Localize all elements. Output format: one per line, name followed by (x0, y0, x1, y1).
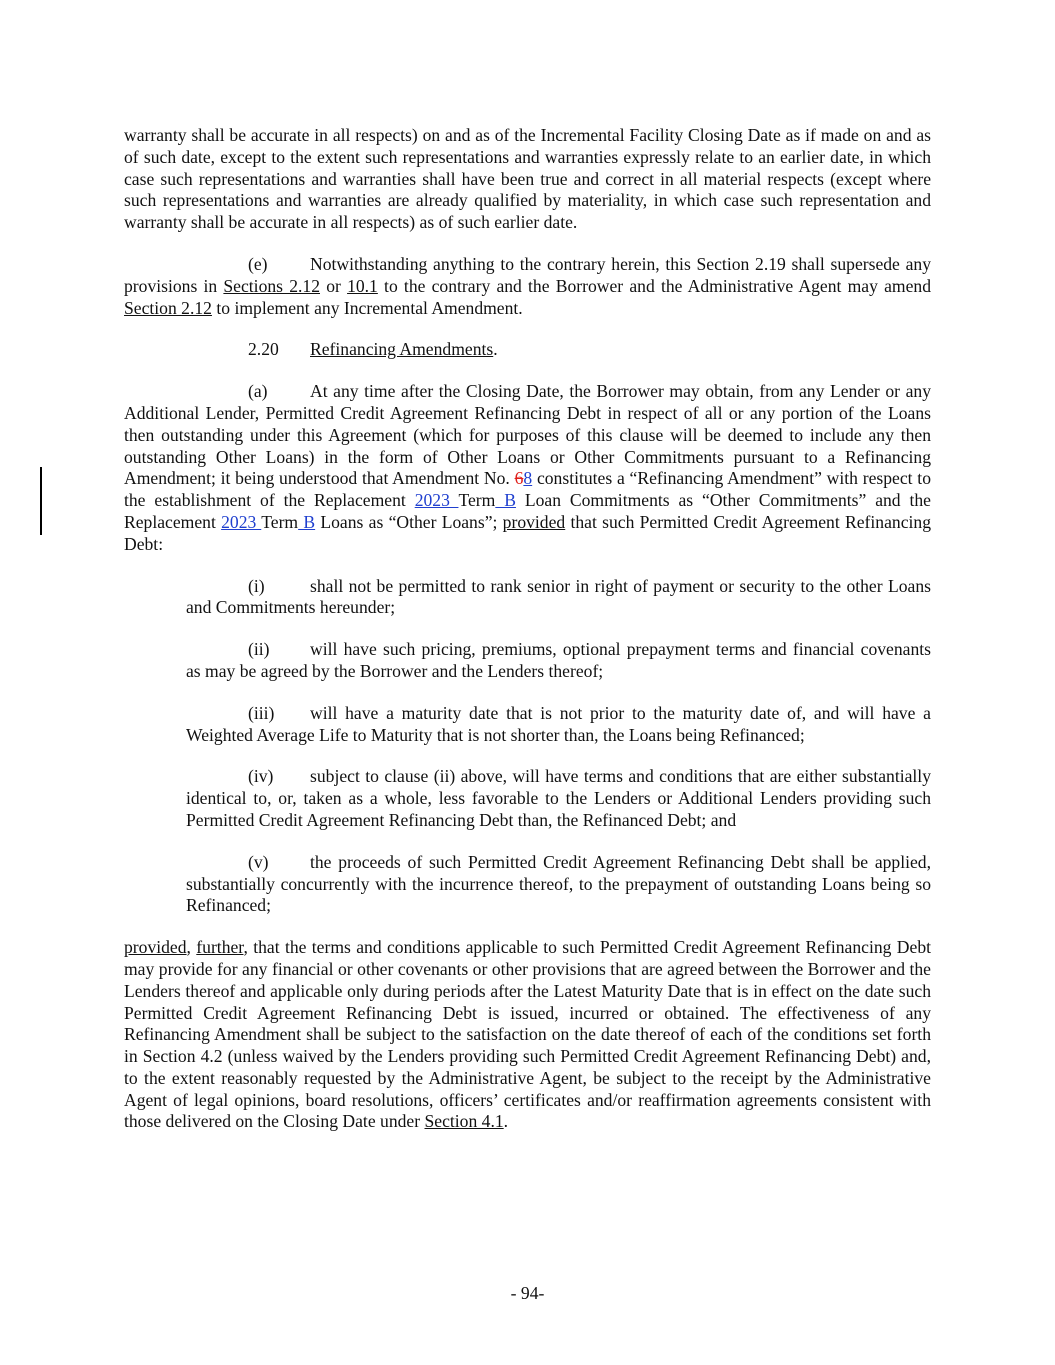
inserted-text: B (298, 511, 316, 532)
section-heading-2-20: 2.20 Refinancing Amendments. (248, 339, 498, 360)
section-2-12-reference-2: Section 2.12 (124, 297, 212, 318)
paragraph-proviso: provided, further, that the terms and conditions applicable to such Permitted Credit Agreement Refinancing Debt may provide for any financial or other covenants or other provisions that are agreed between the Borrower and the Lenders thereof and applicable only during periods after the Latest Maturity Date that is in effect on the date such Permitted Credit Agreement Refinancing Debt is issued, incurred or obtained. The effectiveness of any Refinancing Amendment shall be subject to the satisfaction on the date thereof of each of the conditions set forth in Section 4.2 (unless waived by the Lenders providing such Permitted Credit Agreement Refinancing Debt) and, to the extent reasonably requested by the Administrative Agent, be subject to the receipt by the Administrative Agent of legal opinions, board resolutions, officers’ certificates and/or reaffirmation agreements consistent with those delivered on the Closing Date under Section 4.1. (124, 937, 932, 1132)
clause-number: (iv) (248, 766, 274, 787)
deleted-text: 6 (514, 468, 524, 489)
paragraph-a-number: (a) (248, 381, 268, 402)
clause-ii: (ii) will have such pricing, premiums, optional prepayment terms and financial covenants as may be agreed by the Borrower and the Lenders thereof; (186, 639, 931, 681)
clause-v: (v) the proceeds of such Permitted Credit Agreement Refinancing Debt shall be applied, substantially concurrently with the incurrence thereof, to the prepayment of outstanding Loans being so Refinanced; (186, 851, 931, 916)
clause-iv: (iv) subject to clause (ii) above, will have terms and conditions that are either substantially identical to, or, taken as a whole, less favorable to the Lenders or Additional Lenders providing such Permitted Credit Agreement Refinancing Debt than, the Refinanced Debt; and (186, 766, 931, 830)
clause-number: (v) (248, 851, 269, 872)
clause-i: (i) shall not be permitted to rank senior in right of payment or security to the other Loans and Commitments hereunder; (186, 575, 931, 618)
paragraph-a: (a) At any time after the Closing Date, the Borrower may obtain, from any Lender or any Additional Lender, Permitted Credit Agreement Refinancing Debt in respect of all or any portion of the Loans then outstanding under this Agreement (which for purposes of this clause will be deemed to include any then outstanding Other Loans) in the form of Other Loans or Other Commitments pursuant to a Refinancing Amendment; it being understood that Amendment No. 68 constitutes a “Refinancing Amendment” with respect to the establishment of the Replacement 2023 Term B Loan Commitments as “Other Commitments” and the Replacement 2023 Term B Loans as “Other Loans”; provided that such Permitted Credit Agreement Refinancing Debt: (124, 381, 931, 554)
paragraph-e: (e) Notwithstanding anything to the contrary herein, this Section 2.19 shall supersede any provisions in Sections 2.12 or 10.1 to the contrary and the Borrower and the Administrative Agent may amend Section 2.12 to implement any Incremental Amendment. (124, 253, 932, 318)
inserted-text: 2023 (221, 511, 262, 532)
clause-number: (i) (248, 575, 265, 596)
revision-change-bar (40, 467, 42, 535)
paragraph-intro: warranty shall be accurate in all respects) on and as of the Incremental Facility Closing Date as if made on and as of such date, except to the extent such representations and warranties expressly relate to an earlier date, in which case such representations and warranties shall have been true and correct in all material respects (except where such representations and warranties are already qualified by materiality, in which case such representation and warranty shall be accurate in all respects) as of such earlier date. (124, 125, 931, 233)
document-page (124, 125, 931, 1133)
page-number: - 94- (510, 1283, 545, 1303)
provided-term: provided (502, 511, 566, 532)
clause-number: (iii) (248, 702, 275, 723)
section-2-12-reference: Sections 2.12 (223, 275, 320, 296)
inserted-text: 8 (523, 468, 533, 489)
further-term: further (196, 937, 244, 958)
clause-iii: (iii) will have a maturity date that is not prior to the maturity date of, and will have a Weighted Average Life to Maturity that is not shorter than, the Loans being Refinanced; (186, 702, 931, 745)
section-title: Refinancing Amendments (310, 339, 494, 360)
provided-term: provided (124, 937, 187, 958)
inserted-text: 2023 (414, 490, 459, 511)
section-10-1-reference: 10.1 (347, 275, 378, 296)
section-4-1-reference: Section 4.1 (424, 1111, 504, 1132)
clause-number: (ii) (248, 639, 270, 660)
inserted-text: B (495, 490, 516, 511)
paragraph-e-number: (e) (248, 253, 268, 274)
section-number: 2.20 (248, 339, 279, 360)
